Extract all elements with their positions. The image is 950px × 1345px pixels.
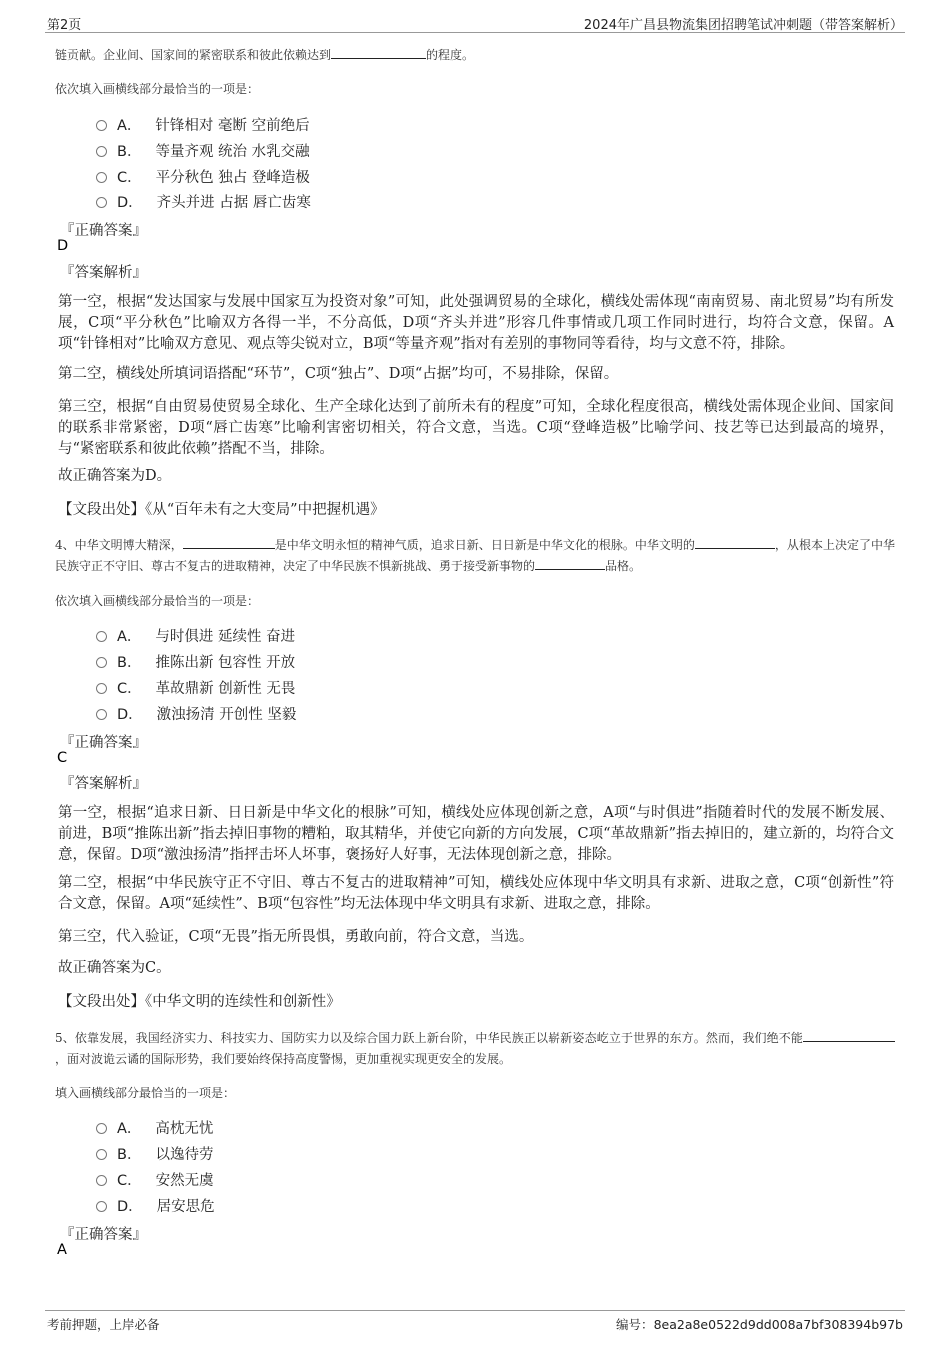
q3-prompt: 依次填入画横线部分最恰当的一项是： [55,82,260,96]
q4-prompt: 依次填入画横线部分最恰当的一项是： [55,594,260,608]
q4-stem-part: 品格。 [605,559,642,573]
option-text: 平分秋色 独占 登峰造极 [155,170,310,186]
option-label: B． [117,144,142,160]
q3-option-d[interactable] [96,191,311,211]
radio-icon[interactable] [96,683,107,694]
q4-analysis-label: 『答案解析』 [60,776,147,792]
footer-slogan: 考前押题，上岸必备 [47,1317,160,1332]
q4-analysis-para-1: 第一空，根据“追求日新、日日新是中华文化的根脉”可知，横线处应体现创新之意，A项“与时俱进”指随着时代的发展不断发展、前进，B项“推陈出新”指去掉旧事物的糟粕，取其精华，并使它向新的方向发展，C项“革故鼎新”指去掉旧的，建立新的，均符合文意，保留。D项“激浊扬清”指抨击坏人坏事，褒扬好人好事，无法体现创新之意，排除。 [58,805,894,863]
serial-label: 编号： [616,1317,654,1332]
option-text: 居安思危 [156,1199,215,1215]
radio-icon[interactable] [96,120,107,131]
q5-option-d[interactable] [96,1195,215,1215]
q4-blank-2 [695,536,775,549]
option-label: C． [117,170,142,186]
document-title: 2024年广昌县物流集团招聘笔试冲刺题（带答案解析） [583,18,903,33]
q3-answer: D [57,238,69,254]
q4-option-d[interactable] [96,703,296,723]
q4-stem-part: 4、中华文明博大精深， [55,538,183,552]
q5-stem-post: ，面对波诡云谲的国际形势，我们要始终保持高度警惕，更加重视实现更安全的发展。 [55,1052,512,1066]
q5-stem-pre: 5、依靠发展，我国经济实力、科技实力、国防实力以及综合国力跃上新台阶，中华民族正以崭新姿态屹立于世界的东方。然而，我们绝不能 [55,1031,803,1045]
q4-answer: C [57,750,68,766]
q3-analysis-label: 『答案解析』 [60,265,147,281]
option-text: 高枕无忧 [155,1121,214,1137]
q5-blank [803,1029,895,1042]
q4-analysis-para-2: 第二空，根据“中华民族守正不守旧、尊古不复古的进取精神”可知，横线处应体现中华文明具有求新、进取之意，C项“创新性”符合文意，保留。A项“延续性”、B项“包容性”均无法体现中华文明具有求新、进取之意，排除。 [58,875,894,912]
option-text: 针锋相对 毫断 空前绝后 [155,118,310,134]
radio-icon[interactable] [96,146,107,157]
option-text: 与时俱进 延续性 奋进 [155,629,296,645]
option-label: A． [117,629,142,645]
option-label: C． [117,1173,142,1189]
q4-analysis-conclusion: 故正确答案为C。 [58,960,171,976]
serial-code: 8ea2a8e0522d9dd008a7bf308394b97b [653,1317,903,1332]
option-text: 推陈出新 包容性 开放 [155,655,296,671]
radio-icon[interactable] [96,172,107,183]
page-number: 第2页 [47,18,82,33]
option-label: D． [117,1199,143,1215]
q4-option-b[interactable] [96,651,295,671]
option-label: D． [117,195,143,211]
q5-option-a[interactable] [96,1117,213,1137]
q3-analysis-conclusion: 故正确答案为D。 [58,468,172,484]
q3-option-a[interactable] [96,114,310,134]
radio-icon[interactable] [96,1149,107,1160]
q3-stem-post: 的程度。 [426,48,475,62]
q5-answer: A [57,1242,67,1258]
q5-option-b[interactable] [96,1143,213,1163]
q4-blank-3 [535,557,605,570]
q4-answer-label: 『正确答案』 [60,735,147,751]
footer-serial [616,1315,903,1333]
q4-blank-1 [183,536,275,549]
q4-source: 【文段出处】《中华文明的连续性和创新性》 [58,994,341,1010]
q3-analysis-para-3: 第三空，根据“自由贸易使贸易全球化、生产全球化达到了前所未有的程度”可知，全球化程度很高，横线处需体现企业间、国家间的联系非常紧密，D项“唇亡齿寒”比喻利害密切相关，符合文意，当选。C项“登峰造极”比喻学问、技艺等已达到最高的境界，与“紧密联系和彼此依赖”搭配不当，排除。 [58,399,894,457]
q3-answer-label: 『正确答案』 [60,223,147,239]
option-label: C． [117,681,142,697]
radio-icon[interactable] [96,1175,107,1186]
option-label: A． [117,1121,142,1137]
page-footer [45,1310,905,1337]
radio-icon[interactable] [96,1123,107,1134]
q3-stem-pre: 链贡献。企业间、国家间的紧密联系和彼此依赖达到 [55,48,332,62]
q5-stem [55,1028,895,1070]
option-label: A． [117,118,142,134]
q4-option-a[interactable] [96,625,295,645]
radio-icon[interactable] [96,709,107,720]
option-text: 以逸待劳 [155,1147,214,1163]
q5-prompt: 填入画横线部分最恰当的一项是： [55,1086,236,1100]
q4-option-c[interactable] [96,677,295,697]
q3-analysis-para-2: 第二空，横线处所填词语搭配“环节”，C项“独占”、D项“占据”均可，不易排除，保留。 [58,366,619,382]
page-header [45,12,905,33]
option-text: 齐头并进 占据 唇亡齿寒 [156,195,311,211]
q3-analysis-para-1: 第一空，根据“发达国家与发展中国家互为投资对象”可知，此处强调贸易的全球化，横线处需体现“南南贸易、南北贸易”均有所发展，C项“平分秋色”比喻双方各得一半，不分高低，D项“齐头并进”形容几件事情或几项工作同时进行，均符合文意，保留。A项“针锋相对”比喻双方意见、观点等尖锐对立，B项“等量齐观”指对有差别的事物同等看待，均与文意不符，排除。 [58,294,894,352]
q4-stem-part: ，从根本上决定了中华民族守正不守旧、尊古不复古的进取精神，决定了中华民族不惧新挑战、勇于接受新事物的 [55,538,895,573]
q3-source: 【文段出处】《从“百年未有之大变局”中把握机遇》 [58,502,385,518]
option-text: 革故鼎新 创新性 无畏 [155,681,296,697]
option-label: D． [117,707,143,723]
option-label: B． [117,655,142,671]
q5-answer-label: 『正确答案』 [60,1227,147,1243]
q4-stem [55,535,895,577]
radio-icon[interactable] [96,657,107,668]
radio-icon[interactable] [96,631,107,642]
option-text: 激浊扬清 开创性 坚毅 [156,707,297,723]
option-text: 安然无虞 [155,1173,214,1189]
q4-stem-part: 是中华文明永恒的精神气质，追求日新、日日新是中华文化的根脉。中华文明的 [274,538,695,552]
radio-icon[interactable] [96,1201,107,1212]
option-text: 等量齐观 统治 水乳交融 [155,144,310,160]
q4-analysis-para-3: 第三空，代入验证，C项“无畏”指无所畏惧，勇敢向前，符合文意，当选。 [58,929,534,945]
radio-icon[interactable] [96,197,107,208]
q3-stem [55,46,474,63]
option-label: B． [117,1147,142,1163]
q3-option-c[interactable] [96,166,310,186]
q5-option-c[interactable] [96,1169,214,1189]
q3-blank [331,46,426,59]
q3-option-b[interactable] [96,140,310,160]
